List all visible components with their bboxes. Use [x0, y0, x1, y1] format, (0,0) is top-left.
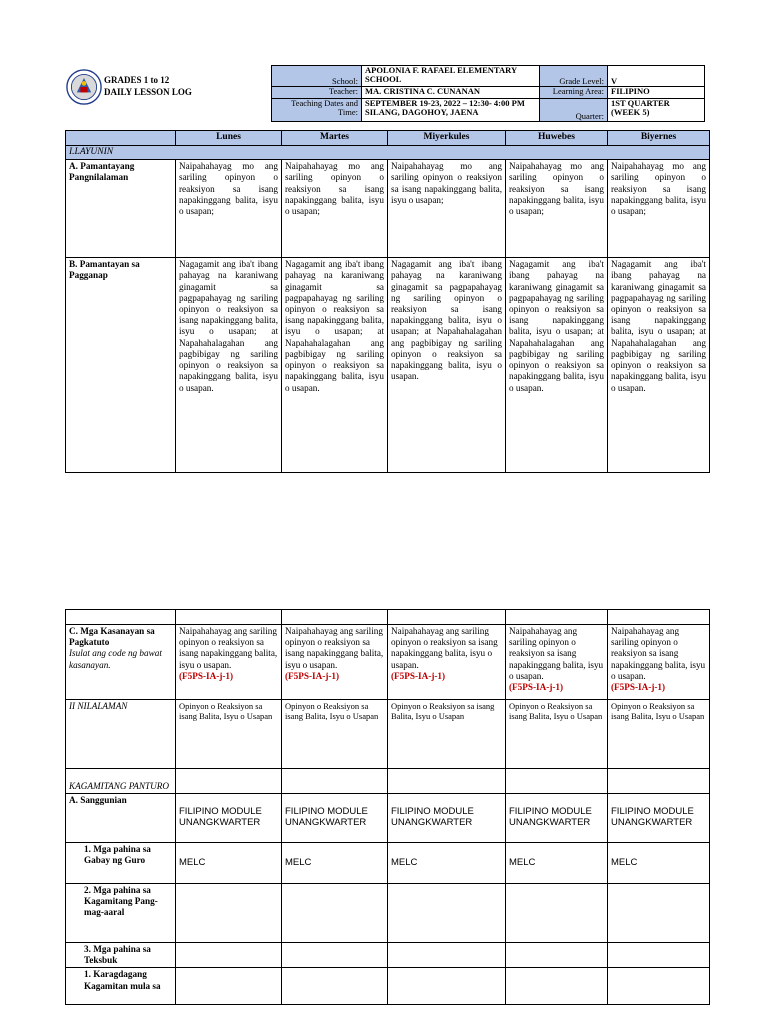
dates-label: Teaching Dates and Time:	[272, 99, 362, 122]
header-table	[271, 65, 705, 122]
nilalaman-cell: Opinyon o Reaksiyon sa isang Balita, Isyu o Usapan	[282, 700, 388, 769]
sanggunian-cell: FILIPINO MODULE UNANGKWARTER	[282, 794, 388, 843]
nilalaman-cell: Opinyon o Reaksiyon sa isang Balita, Isyu o Usapan	[388, 700, 506, 769]
row-label-pamantayang-pangnilalaman: A. Pamantayang Pangnilalaman	[66, 160, 176, 258]
empty-cell	[608, 968, 710, 1005]
teacher-value: MA. CRISTINA C. CUNANAN	[362, 87, 540, 99]
kasanayan-cell	[388, 625, 506, 700]
gabay-cell: MELC	[388, 843, 506, 884]
row-label-kagamitang-panturo: KAGAMITANG PANTURO	[66, 769, 176, 794]
gabay-cell: MELC	[282, 843, 388, 884]
title-line2: DAILY LESSON LOG	[104, 86, 192, 97]
kasanayan-code: (F5PS-IA-j-1)	[509, 682, 564, 693]
school-value: APOLONIA F. RAFAEL ELEMENTARY SCHOOL	[362, 66, 540, 87]
kasanayan-code: (F5PS-IA-j-1)	[391, 670, 446, 681]
kasanayan-cell	[176, 625, 282, 700]
kasanayan-cell	[282, 625, 388, 700]
day-header: Martes	[282, 131, 388, 146]
school-label: School:	[272, 66, 362, 87]
sanggunian-cell: FILIPINO MODULE UNANGKWARTER	[176, 794, 282, 843]
empty-cell	[282, 968, 388, 1005]
empty-cell	[176, 769, 282, 794]
row-label-karagdagang-kagamitan: 1. Karagdagang Kagamitan mula sa	[66, 968, 176, 1005]
day-header: Miyerkules	[388, 131, 506, 146]
sanggunian-cell: FILIPINO MODULE UNANGKWARTER	[388, 794, 506, 843]
objective-b-cell: Nagagamit ang iba't ibang pahayag na karaniwang ginagamit sa pagpapahayag ng sariling opinyon o reaksiyon sa isang napakinggang balita, isyu o usapan; at Napahahalagahan ang pagbibigay ng sariling opinyon o reaksiyon sa napakinggang balita, isyu o usapan.	[506, 258, 608, 473]
empty-cell	[506, 769, 608, 794]
objective-b-cell: Nagagamit ang iba't ibang pahayag na karaniwang ginagamit sa pagpapahayag ng sariling opinyon o reaksiyon sa isang napakinggang balita, isyu o usapan; at Napahahalagahan ang pagbibigay ng sariling opinyon o reaksiyon sa napakinggang balita, isyu o usapan.	[388, 258, 506, 473]
empty-cell	[282, 769, 388, 794]
kasanayan-code: (F5PS-IA-j-1)	[179, 670, 234, 681]
empty-cell	[176, 610, 282, 625]
kasanayan-cell	[506, 625, 608, 700]
grade-value: V	[608, 66, 705, 87]
empty-cell	[608, 769, 710, 794]
empty-cell	[176, 943, 282, 968]
objective-b-cell: Nagagamit ang iba't ibang pahayag na karaniwang ginagamit sa pagpapahayag ng sariling opinyon o reaksiyon sa isang napakinggang balita, isyu o usapan; at Napahahalagahan ang pagbibigay ng sariling opinyon o reaksiyon sa napakinggang balita, isyu o usapan.	[608, 258, 710, 473]
kasanayan-text: Naipahahayag ang sariling opinyon o reaksiyon sa isang napakinggang balita, isyu o usapan.	[391, 626, 498, 670]
empty-cell	[282, 943, 388, 968]
kasanayan-code: (F5PS-IA-j-1)	[285, 670, 340, 681]
day-header: Lunes	[176, 131, 282, 146]
sanggunian-cell: FILIPINO MODULE UNANGKWARTER	[608, 794, 710, 843]
grade-label: Grade Level:	[540, 66, 608, 87]
empty-cell	[176, 884, 282, 943]
empty-cell	[282, 884, 388, 943]
dll-title	[104, 75, 192, 98]
empty-cell	[506, 968, 608, 1005]
kasanayan-cell	[608, 625, 710, 700]
objective-a-cell: Naipahahayag mo ang sariling opinyon o reaksiyon sa isang napakinggang balita, isyu o usapan;	[282, 160, 388, 258]
empty-cell	[282, 610, 388, 625]
objective-a-cell: Naipahahayag mo ang sariling opinyon o reaksiyon sa isang napakinggang balita, isyu o usapan;	[388, 160, 506, 258]
empty-cell	[506, 943, 608, 968]
kasanayan-text: Naipahahayag ang sariling opinyon o reaksiyon sa isang napakinggang balita, isyu o usapan.	[179, 626, 278, 670]
quarter-value: 1ST QUARTER (WEEK 5)	[608, 99, 705, 122]
dates-value: SEPTEMBER 19-23, 2022 – 12:30- 4:00 PM SILANG, DAGOHOY, JAENA	[362, 99, 540, 122]
row-label-pang-mag-aaral: 2. Mga pahina sa Kagamitang Pang-mag-aaral	[66, 884, 176, 943]
area-value: FILIPINO	[608, 87, 705, 99]
sanggunian-cell: FILIPINO MODULE UNANGKWARTER	[506, 794, 608, 843]
nilalaman-cell: Opinyon o Reaksiyon sa isang Balita, Isyu o Usapan	[176, 700, 282, 769]
kasanayan-title: C. Mga Kasanayan sa Pagkatuto	[69, 626, 155, 648]
gabay-cell: MELC	[506, 843, 608, 884]
empty-cell	[506, 610, 608, 625]
empty-cell	[608, 884, 710, 943]
day-header: Huwebes	[506, 131, 608, 146]
kasanayan-text: Naipahahayag ang sariling opinyon o reaksiyon sa isang napakinggang balita, isyu o usapan.	[611, 626, 706, 681]
row-label-nilalaman: II NILALAMAN	[66, 700, 176, 769]
area-label: Learning Area:	[540, 87, 608, 99]
objective-a-cell: Naipahahayag mo ang sariling opinyon o reaksiyon sa isang napakinggang balita, isyu o usapan;	[506, 160, 608, 258]
deped-seal-logo	[66, 69, 102, 105]
gabay-cell: MELC	[176, 843, 282, 884]
empty-cell	[388, 884, 506, 943]
row-label-kasanayan	[66, 625, 176, 700]
row-label-sanggunian: A. Sanggunian	[66, 794, 176, 843]
section-title-layunin: I.LAYUNIN	[66, 145, 710, 160]
row-label-pamantayan-sa-pagganap: B. Pamantayan sa Pagganap	[66, 258, 176, 473]
row-label-gabay-ng-guro: 1. Mga pahina sa Gabay ng Guro	[66, 843, 176, 884]
row-label-teksbuk: 3. Mga pahina sa Teksbuk	[66, 943, 176, 968]
objectives-table	[65, 130, 710, 473]
empty-cell	[388, 943, 506, 968]
day-header: Biyernes	[608, 131, 710, 146]
empty-cell	[388, 968, 506, 1005]
nilalaman-cell: Opinyon o Reaksiyon sa isang Balita, Isyu o Usapan	[608, 700, 710, 769]
gabay-cell: MELC	[608, 843, 710, 884]
empty-cell	[388, 610, 506, 625]
empty-cell	[506, 884, 608, 943]
objective-a-cell: Naipahahayag mo ang sariling opinyon o reaksiyon sa isang napakinggang balita, isyu o usapan;	[176, 160, 282, 258]
lesson-table	[65, 609, 710, 1005]
title-line1: GRADES 1 to 12	[104, 75, 170, 85]
corner-cell	[66, 131, 176, 146]
empty-cell	[176, 968, 282, 1005]
objective-b-cell: Nagagamit ang iba't ibang pahayag na karaniwang ginagamit sa pagpapahayag ng sariling opinyon o reaksiyon sa isang napakinggang balita, isyu o usapan; at Napahahalagahan ang pagbibigay ng sariling opinyon o reaksiyon sa napakinggang balita, isyu o usapan.	[176, 258, 282, 473]
quarter-label: Quarter:	[540, 99, 608, 122]
nilalaman-cell: Opinyon o Reaksiyon sa isang Balita, Isyu o Usapan	[506, 700, 608, 769]
empty-cell	[388, 769, 506, 794]
teacher-label: Teacher:	[272, 87, 362, 99]
objective-b-cell: Nagagamit ang iba't ibang pahayag na karaniwang ginagamit sa pagpapahayag ng sariling opinyon o reaksiyon sa isang napakinggang balita, isyu o usapan; at Napahahalagahan ang pagbibigay ng sariling opinyon o reaksiyon sa napakinggang balita, isyu o usapan.	[282, 258, 388, 473]
empty-cell	[608, 943, 710, 968]
kasanayan-note: Isulat ang code ng bawat kasanayan.	[69, 648, 162, 670]
kasanayan-text: Naipahahayag ang sariling opinyon o reaksiyon sa isang napakinggang balita, isyu o usapan.	[285, 626, 384, 670]
objective-a-cell: Naipahahayag mo ang sariling opinyon o reaksiyon sa isang napakinggang balita, isyu o usapan;	[608, 160, 710, 258]
kasanayan-code: (F5PS-IA-j-1)	[611, 682, 666, 693]
empty-cell	[66, 610, 176, 625]
empty-cell	[608, 610, 710, 625]
kasanayan-text: Naipahahayag ang sariling opinyon o reaksiyon sa isang napakinggang balita, isyu o usapan.	[509, 626, 604, 681]
